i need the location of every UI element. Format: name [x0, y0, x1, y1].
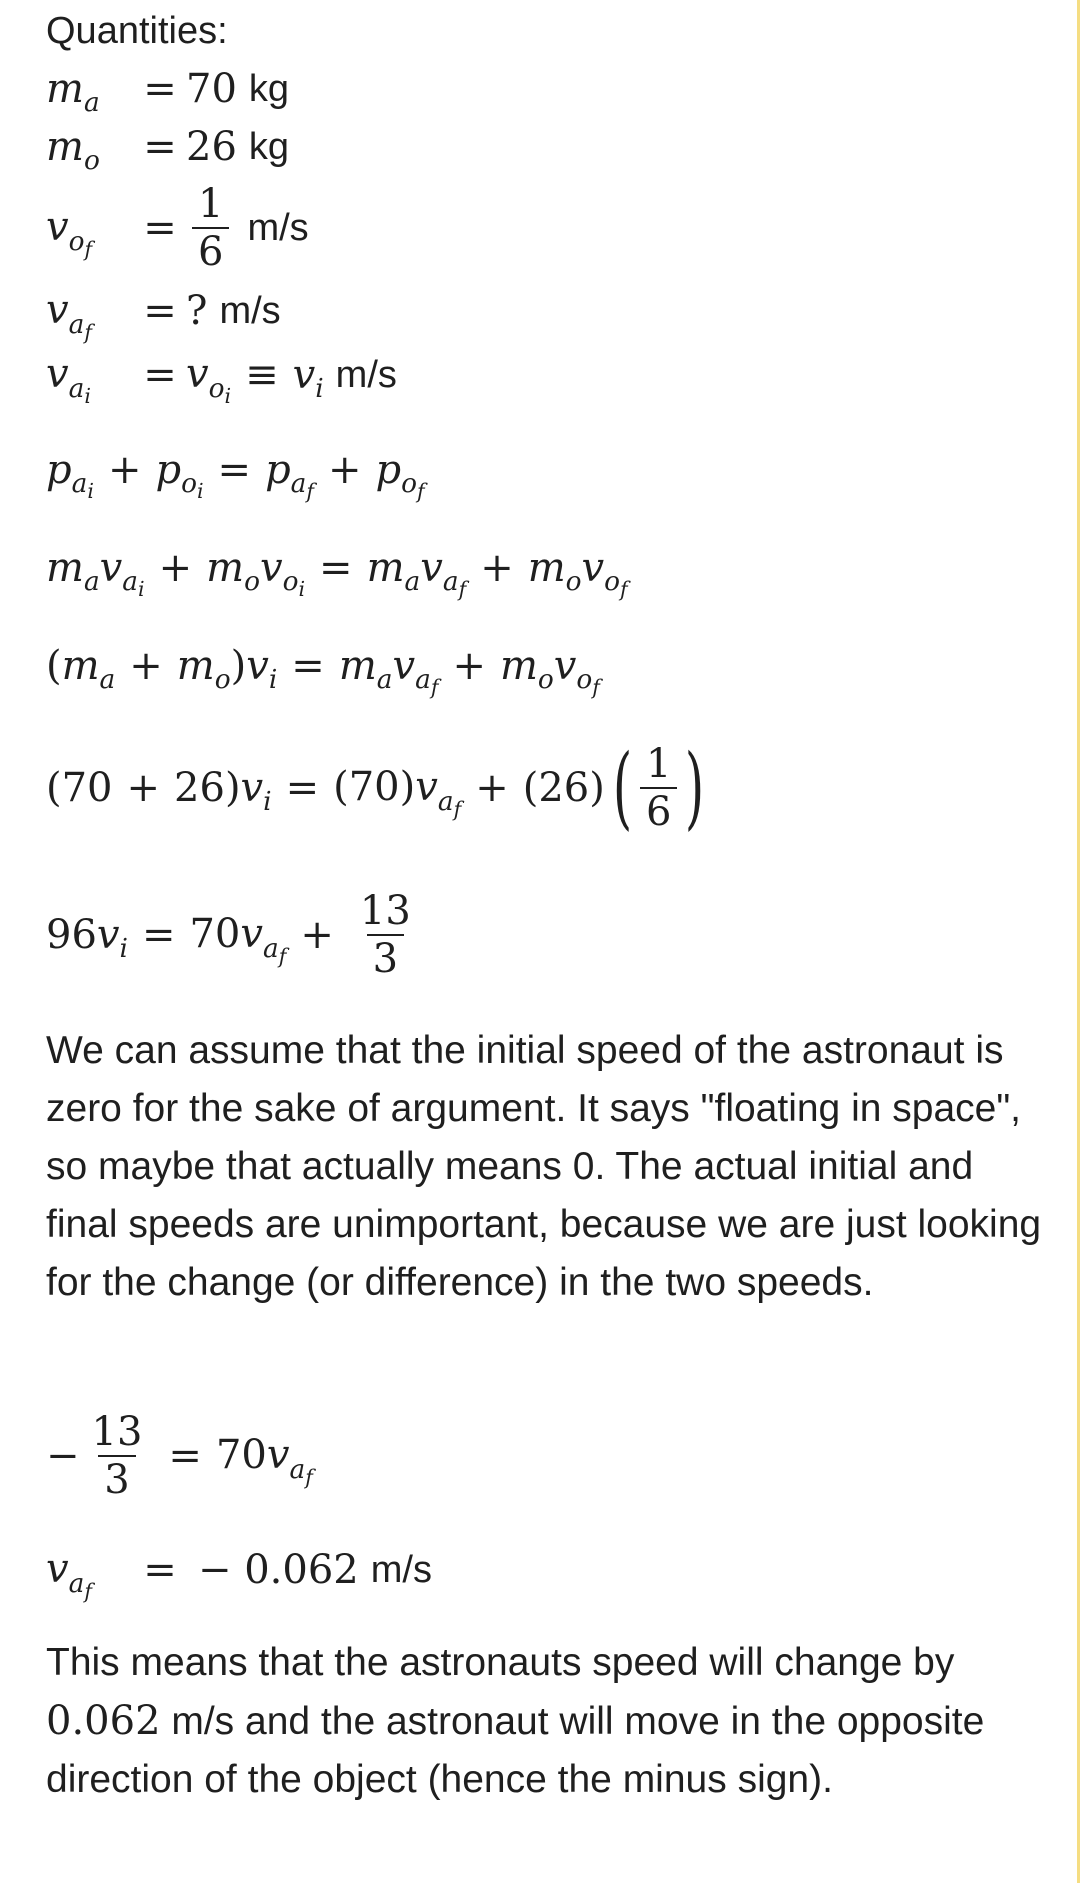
mo-unit: kg	[248, 126, 290, 168]
result-unit: m/s	[370, 1549, 432, 1591]
equation-solve: − $\frac{13}{3}$ = $70v_{a_f}$	[46, 1409, 313, 1503]
equation-momentum: $p_{a_i} + p_{o_i} = p_{a_f} + p_{o_f}$	[46, 447, 425, 504]
explanation-paragraph: We can assume that the initial speed of the astronaut is zero for the sake of argument. It says "floating in space", so maybe that actually means 0. The actual initial and final speeds are unimportant, because we are just looking for the change (or difference) in the two speeds.	[46, 1029, 1042, 1304]
vof-unit: m/s	[247, 207, 309, 249]
simplified-fraction: $\frac{13}{3}$	[359, 888, 411, 982]
result-value: − 0.062	[198, 1547, 359, 1593]
quantity-vaf: $v_{a_f}$ = ? m/s	[46, 287, 281, 344]
quantities-list	[46, 60, 397, 408]
ma-unit: kg	[248, 68, 290, 110]
conclusion-paragraph: This means that the astronauts speed will change by 0.062 m/s and the astronaut will move in the opposite direction of the object (hence the minus sign).	[46, 1641, 985, 1801]
numeric-fraction: $\frac{1}{6}$	[640, 745, 677, 831]
equation-numeric: $(70 + 26)v_i$ = $(70)v_{a_f}$ + (26) ( $\frac{1}{6}$ )	[46, 735, 705, 840]
vi-unit: m/s	[335, 354, 397, 396]
equation-simplified: $96v_i$ = $70v_{a_f}$ + $\frac{13}{3}$	[46, 880, 423, 990]
equation-result: $v_{a_f}$ = − 0.062 m/s	[46, 1546, 432, 1603]
ma-value: 70	[186, 66, 237, 112]
quantity-vi: $v_{a_i}$ = $v_{o_i}$ ≡ $v_i$ m/s	[46, 351, 397, 408]
vaf-unit: m/s	[219, 290, 281, 332]
mo-value: 26	[186, 124, 237, 170]
quantity-vof: $v_{o_f}$ = $\frac{1}{6}$ m/s	[46, 181, 309, 275]
quantities-heading: Quantities:	[46, 10, 228, 52]
solve-fraction: $\frac{13}{3}$	[91, 1409, 143, 1503]
vaf-value: ?	[186, 288, 208, 334]
conclusion-value: 0.062	[46, 1698, 161, 1744]
quantity-ma: $m_a$ = 70 kg	[46, 66, 290, 119]
vof-fraction: $\frac{1}{6}$	[192, 185, 229, 271]
equation-mass-velocity: $m_av_{a_i} + m_ov_{o_i} = m_av_{a_f} + m_ov_{o_f}$	[46, 545, 628, 602]
equation-combined: $(m_a + m_o)v_i = m_av_{a_f} + m_ov_{o_f}$	[46, 643, 600, 700]
quantity-mo: $m_o$ = 26 kg	[46, 124, 290, 177]
